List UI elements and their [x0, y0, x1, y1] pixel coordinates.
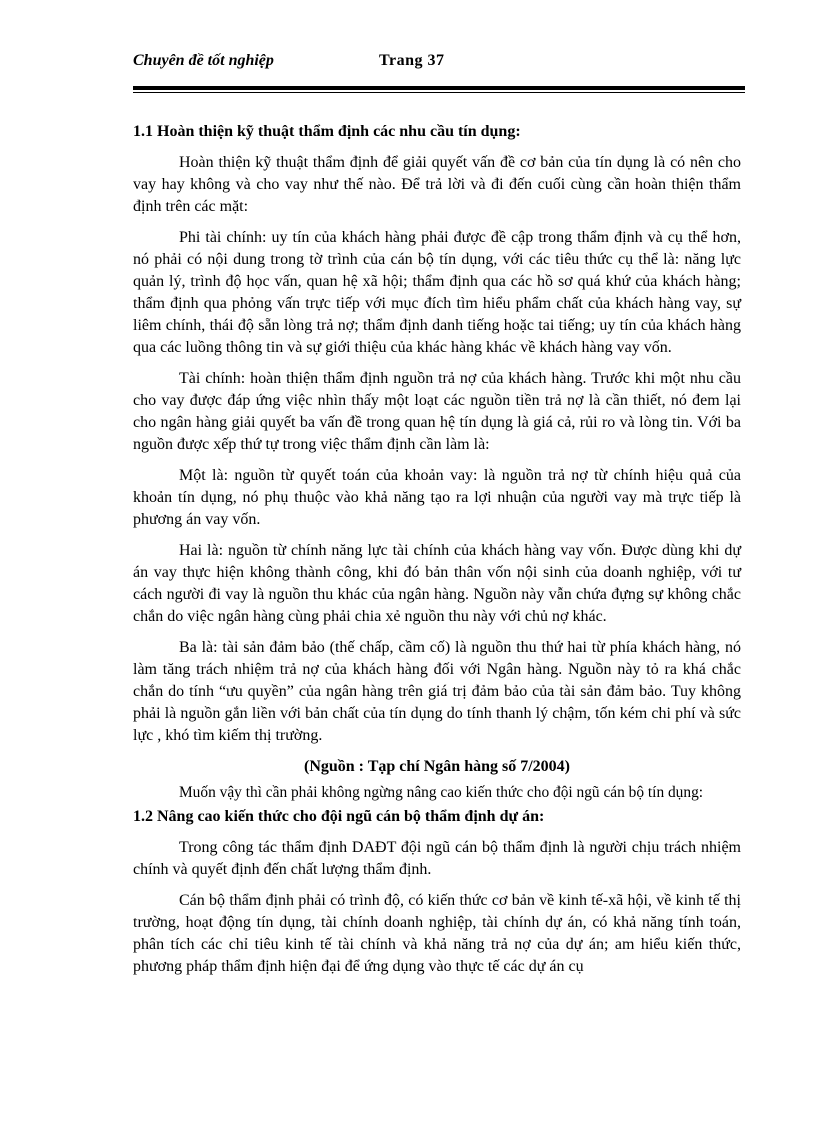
paragraph: Một là: nguồn từ quyết toán của khoản vay: là nguồn trả nợ từ chính hiệu quả của khoản tín dụng, nó phụ thuộc vào khả năng tạo ra lợi nhuận của người vay mà trực tiếp là phương án vay vốn. — [133, 467, 741, 528]
paragraph: Hoàn thiện kỹ thuật thẩm định để giải quyết vấn đề cơ bản của tín dụng là có nên cho vay hay không và cho vay như thế nào. Để trả lời và đi đến cuối cùng cần hoàn thiện thẩm định trên các mặt: — [133, 154, 741, 215]
transition-note: Muốn vậy thì cần phải không ngừng nâng cao kiến thức cho đội ngũ cán bộ tín dụng: — [179, 784, 704, 801]
paragraph: Ba là: tài sản đảm bảo (thế chấp, cầm cố) là nguồn thu thứ hai từ phía khách hàng, nó làm tăng trách nhiệm trả nợ của khách hàng đối với Ngân hàng. Nguồn này tỏ ra khá chắc chắn do tính “ưu quyền” của ngân hàng trên giá trị đảm bảo của tài sản đảm bảo. Tuy không phải là nguồn gắn liền với bản chất của tín dụng do tính thanh lý chậm, tốn kém chi phí và sức lực , khó tìm kiếm thị trường. — [133, 639, 741, 744]
body-content — [133, 121, 741, 987]
header-rule-thick — [133, 86, 745, 90]
paragraph: Hai là: nguồn từ chính năng lực tài chính của khách hàng vay vốn. Được dùng khi dự án vay thực hiện không thành công, khi đó bản thân vốn nội sinh của doanh nghiệp, với tư cách người đi vay là nguồn thu khác của ngân hàng. Nguồn này vẫn chứa đựng sự không chắc chắn do việc ngân hàng cùng phải chia xẻ nguồn thu này với chủ nợ khác. — [133, 542, 741, 625]
source-citation: (Nguồn : Tạp chí Ngân hàng số 7/2004) — [304, 758, 570, 775]
page-header — [133, 50, 745, 74]
section-heading-1-1: 1.1 Hoàn thiện kỹ thuật thẩm định các nhu cầu tín dụng: — [133, 123, 521, 140]
paragraph: Phi tài chính: uy tín của khách hàng phải được đề cập trong thẩm định và cụ thể hơn, nó phải có nội dung trong tờ trình của cán bộ tín dụng, với các tiêu thức cụ thể là: năng lực quản lý, trình độ học vấn, quan hệ xã hội; thẩm định qua các hồ sơ quá khứ của khách hàng; thẩm định qua phỏng vấn trực tiếp với mục đích tìm hiểu phẩm chất của khách hàng vay, sự liêm chính, thái độ sẵn lòng trả nợ; thẩm định danh tiếng hoặc tai tiếng; uy tín của khách hàng qua các luồng thông tin và sự giới thiệu của khác hàng khác về khách hàng vay vốn. — [133, 229, 741, 356]
document-title: Chuyên đề tốt nghiệp — [133, 52, 274, 69]
paragraph: Cán bộ thẩm định phải có trình độ, có kiến thức cơ bản về kinh tế-xã hội, về kinh tế thị trường, hoạt động tín dụng, tài chính doanh nghiệp, tài chính dự án, có khả năng tính toán, phân tích các chỉ tiêu kinh tế tài chính và khả năng trả nợ của dự án; am hiểu kiến thức, phương pháp thẩm định hiện đại để ứng dụng vào thực tế các dự án cụ — [133, 892, 741, 975]
paragraph: Trong công tác thẩm định DAĐT đội ngũ cán bộ thẩm định là người chịu trách nhiệm chính và quyết định đến chất lượng thẩm định. — [133, 839, 741, 878]
section-heading-1-2: 1.2 Nâng cao kiến thức cho đội ngũ cán bộ thẩm định dự án: — [133, 808, 545, 825]
header-rule-thin — [133, 92, 745, 93]
paragraph: Tài chính: hoàn thiện thẩm định nguồn trả nợ của khách hàng. Trước khi một nhu cầu cho vay được đáp ứng việc nhìn thấy một loạt các nguồn tiền trả nợ là cần thiết, nó đem lại cho ngân hàng giải quyết ba vấn đề trong quan hệ tín dụng là giá cả, rủi ro và lòng tin. Với ba nguồn được xếp thứ tự trong việc thẩm định cần làm là: — [133, 370, 741, 453]
page-number: Trang 37 — [379, 52, 445, 69]
